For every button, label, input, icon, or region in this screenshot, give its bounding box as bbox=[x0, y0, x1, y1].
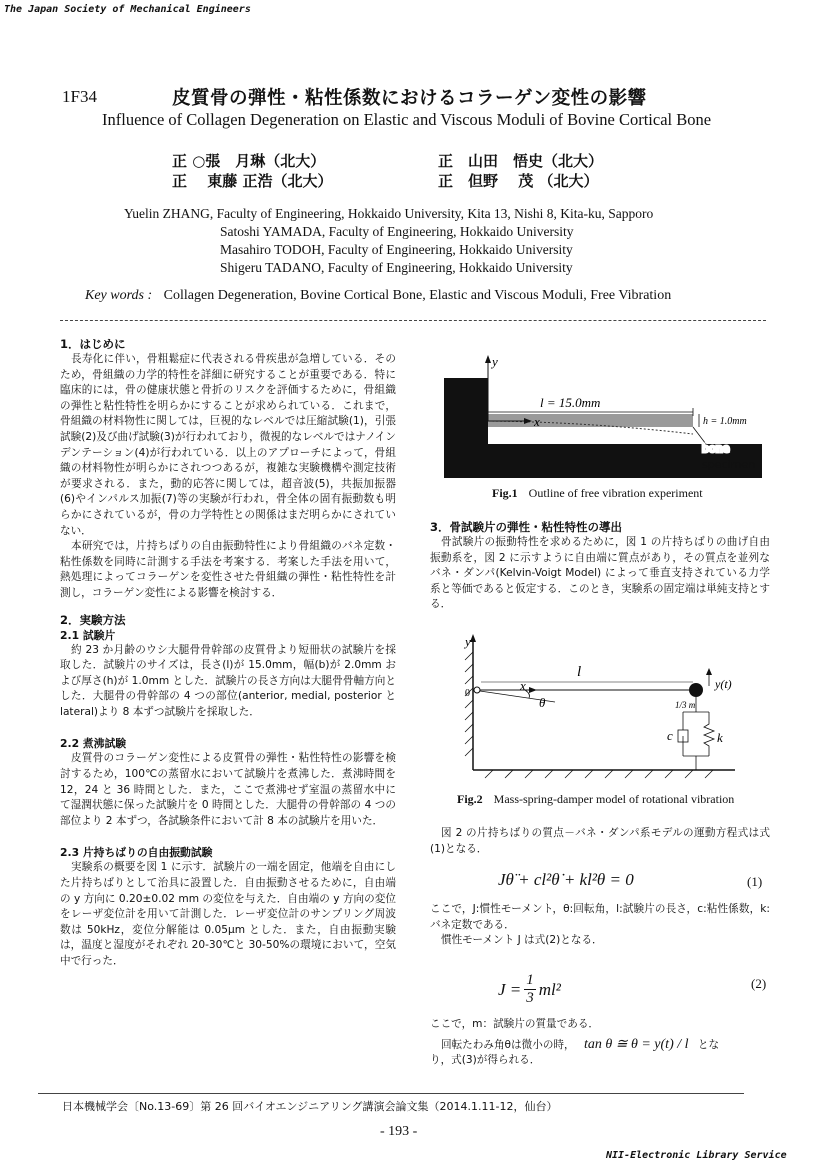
fig2-yt-label: y(t) bbox=[715, 677, 732, 691]
section-2-3-title: 2.3 片持ちばりの自由振動試験 bbox=[60, 846, 213, 860]
fig1-caption-text: Outline of free vibration experiment bbox=[528, 486, 703, 500]
author-jp-3: 正 山田 悟史（北大） bbox=[438, 152, 604, 170]
motion-eq-intro bbox=[430, 826, 770, 857]
keywords: Collagen Degeneration, Bovine Cortical Bone, Elastic and Viscous Moduli, Free Vibration bbox=[163, 288, 672, 303]
nii-service: NII-Electronic Library Service bbox=[606, 1150, 787, 1161]
equation-2 bbox=[498, 972, 561, 1007]
equation-2-lhs: J = bbox=[498, 979, 522, 999]
fig2-x-arrow bbox=[529, 687, 537, 693]
fig2-theta-label: θ bbox=[539, 695, 546, 710]
paper-code: 1F34 bbox=[62, 87, 97, 106]
author-jp-2: 正 東藤 正浩（北大） bbox=[172, 172, 333, 190]
paragraph-small-angle bbox=[430, 1037, 770, 1054]
keywords-line bbox=[85, 288, 671, 304]
fig2-length-label: l bbox=[577, 664, 582, 680]
paper-title-jp: 皮質骨の弾性・粘性係数におけるコラーゲン変性の影響 bbox=[172, 88, 647, 109]
fig1-caption bbox=[492, 486, 703, 501]
author-jp-1: 正 ○張 月琳（北大） bbox=[172, 152, 326, 170]
equation-1: Jθ̈ + cl²θ̇ + kl²θ = 0 bbox=[498, 870, 634, 889]
section-2-1-paragraph: 約 23 か月齢のウシ大腿骨骨幹部の皮質骨より短冊状の試験片を採取した．試験片のサイズは，長さ(l)が 15.0mm，幅(b)が 2.0mm および厚さ(h)が 1.0mm とした．試験片の長さ方向は大腿骨骨軸方向とした．大腿骨の骨幹部の 4 つの部位(anterior, medial, posterior と lateral)より 8 本ずつ試験片を採取した． bbox=[60, 643, 396, 718]
section-3-paragraph: 骨試験片の振動特性を求めるために，図 1 の片持ちばりの曲げ自由振動系を，図 2 に示すように自由端に質点があり，その質点を並列なバネ・ダンパ(Kelvin-Voigt Model) によって垂直支持されている力学系と等価であると仮定する．このとき，実験系の固定端は単純支持とする． bbox=[430, 536, 770, 611]
page-number: - 193 - bbox=[380, 1124, 418, 1139]
affiliation-1: Yuelin ZHANG, Faculty of Engineering, Hokkaido University, Kita 13, Nishi 8, Kita-ku, Sapporo bbox=[124, 206, 654, 221]
equation-2-numerator: 1 bbox=[526, 972, 534, 988]
section-2-title: 2．実験方法 bbox=[60, 612, 126, 627]
equation-2-number: (2) bbox=[751, 976, 767, 991]
section-1-paragraph-1: 長寿化に伴い，骨粗鬆症に代表される骨疾患が急増している．そのため，骨組織の力学的特性を詳細に研究することが重要である．特に臨床的には，骨の健康状態と骨折のリスクを評価するために，骨組織の弾性と粘性特性を明らかにすることが求められている．これまで，骨組織の材料物性に関しては，巨視的なレベルでは圧縮試験(1)，引張試験(2)及び曲げ試験(3)が行われており，微視的なレベルではナノインデンテーション(4)が行われている．以上のアプローチによって，骨組織の材料物性が明らかにされつつあるが，複雑な実験機構や測定技術が要求される．また，動的応答に関しては，超音波(5)，共振加振器(6)やインパルス加振(7)等の実験が行われ，骨全体の固有振動数も明らかにされているが，骨の力学特性との関係はまだ明らかにされていない． bbox=[60, 353, 396, 537]
section-2-1-title: 2.1 試験片 bbox=[60, 628, 116, 642]
small-angle-equation: tan θ ≅ θ = y(t) / l bbox=[583, 1036, 689, 1052]
fig2-caption-num: Fig.2 bbox=[457, 792, 483, 806]
paragraph-eq2-intro: 慣性モーメント J は式(2)となる． bbox=[441, 934, 603, 947]
fig1-length-label: l = 15.0mm bbox=[540, 395, 601, 410]
section-3-title: 3．骨試験片の弾性・粘性特性の導出 bbox=[430, 520, 622, 534]
equation-2-fraction bbox=[524, 972, 536, 1007]
keywords-label: Key words : bbox=[85, 288, 153, 303]
fig1-y-arrow bbox=[485, 355, 491, 363]
footer-proceedings: 日本機械学会〔No.13-69〕第 26 回バイオエンジニアリング講演会論文集（2014.1.11-12，仙台） bbox=[62, 1100, 558, 1113]
fig2-c-label: c bbox=[667, 728, 673, 743]
fig2-y-label: y bbox=[465, 634, 471, 649]
fig2-x-label: x bbox=[520, 678, 526, 693]
section-3 bbox=[430, 519, 770, 613]
equation-2-denominator: 3 bbox=[526, 990, 534, 1006]
small-angle-text: 回転たわみ角θは微小の時， bbox=[441, 1038, 575, 1051]
fig2-mass-label: 1/3 m bbox=[675, 700, 696, 710]
fig2-mass bbox=[689, 683, 703, 697]
affiliation-4: Shigeru TADANO, Faculty of Engineering, Hokkaido University bbox=[220, 260, 573, 275]
paragraph-eq-intro: 図 2 の片持ちばりの質点－バネ・ダンパ系モデルの運動方程式は式(1)となる． bbox=[430, 827, 770, 855]
fig1-thickness-label: h = 1.0mm bbox=[703, 416, 747, 427]
fig2-k-label: k bbox=[717, 730, 723, 745]
fig2-wall-hatch bbox=[465, 652, 473, 756]
final-paragraphs bbox=[430, 1017, 770, 1069]
fig1-diagram bbox=[420, 352, 770, 507]
fig2-diagram bbox=[445, 632, 745, 782]
left-column bbox=[60, 336, 396, 970]
equation-1-number: (1) bbox=[747, 874, 763, 889]
fig2-caption-text: Mass-spring-damper model of rotational vibration bbox=[493, 792, 735, 806]
fig2-y-arrow bbox=[470, 634, 476, 642]
equation-2-rhs: ml² bbox=[538, 979, 561, 999]
header-divider bbox=[60, 320, 766, 321]
section-2-2-title: 2.2 煮沸試験 bbox=[60, 737, 127, 751]
section-2-2-paragraph: 皮質骨のコラーゲン変性による皮質骨の弾性・粘性特性の影響を検討するため，100℃の蒸留水において試験片を煮沸した．煮沸時間を 12，24 と 36 時間とした．また，ここで煮沸せず室温の蒸留水中にて湿潤状態に保った試験片を 0 時間とした．大腿骨の骨幹部の 4 つの部位より 2 本ずつ，各試験条件において計 8 本の試験片を用いた． bbox=[60, 752, 396, 827]
paragraph-eq3-lead: り，式(3)が得られる． bbox=[430, 1054, 541, 1067]
small-angle-text-end: とな bbox=[697, 1038, 720, 1051]
fig2-ground-hatch bbox=[485, 770, 713, 778]
fig1-caption-num: Fig.1 bbox=[492, 486, 518, 500]
fig2-caption bbox=[457, 792, 734, 807]
fig2-spring bbox=[704, 712, 714, 756]
section-2-3-paragraph: 実験系の概要を図 1 に示す．試験片の一端を固定，他端を自由にした片持ちばりとして治具に設置した．自由振動させるために，自由端の y 方向に 0.20±0.02 mm の変位を与えた．自由端の y 方向の変位をレーザ変位計を用いて計測した．レーザ変位計のサンプリング周波数は 50kHz，変位分解能は 0.05μm とした．また，自由振動実験は，温度と湿度がそれぞれ 20-30℃と 30-50%の環境において，空気中で行った． bbox=[60, 861, 396, 967]
affiliation-2: Satoshi YAMADA, Faculty of Engineering, Hokkaido University bbox=[220, 224, 574, 239]
section-1-title: 1．はじめに bbox=[60, 337, 126, 351]
author-jp-4: 正 但野 茂 （北大） bbox=[438, 172, 599, 190]
fig2-origin-label: 0 bbox=[465, 688, 470, 699]
paragraph-mass-def: ここで，m：試験片の質量である． bbox=[430, 1018, 600, 1030]
fig2-pin bbox=[474, 687, 480, 693]
fig1-x-label: x bbox=[534, 414, 540, 429]
fig1-specimen-label-1: bone bbox=[702, 442, 730, 455]
fig1-y-label: y bbox=[492, 354, 498, 369]
eq1-explanation bbox=[430, 902, 770, 949]
section-1-paragraph-2: 本研究では，片持ちばりの自由振動特性により骨組織のバネ定数・粘性係数を同時に計測する手法を考案する．考案した手法を用いて，熱処理によってコラーゲンを変性させた骨組織の弾性・粘性特性を計測し，コラーゲン変性による影響を検討する． bbox=[60, 540, 396, 599]
paper-title-en: Influence of Collagen Degeneration on Elastic and Viscous Moduli of Bovine Cortical Bone bbox=[102, 110, 712, 129]
author-affiliations bbox=[124, 205, 653, 277]
paragraph-eq1-terms: ここで，J:慣性モーメント，θ:回転角，l:試験片の長さ，c:粘性係数，k:バネ定数である． bbox=[430, 903, 770, 931]
affiliation-3: Masahiro TODOH, Faculty of Engineering, Hokkaido University bbox=[220, 242, 573, 257]
footer-divider bbox=[38, 1093, 744, 1094]
society-header: The Japan Society of Mechanical Engineers bbox=[4, 4, 251, 15]
fig1-specimen-label-2: specimen bbox=[702, 458, 756, 471]
